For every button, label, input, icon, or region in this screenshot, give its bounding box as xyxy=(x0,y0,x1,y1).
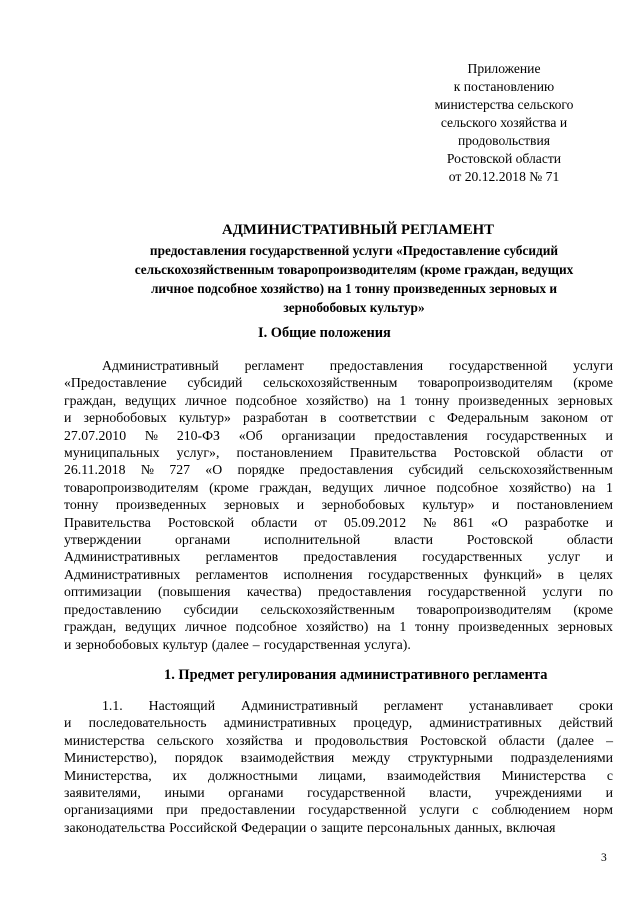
paragraph-line: 1.1. Настоящий Административный регламент устанавливает сроки xyxy=(102,698,613,713)
paragraph-line: граждан, ведущих личное подсобное хозяйство) на 1 тонну произведенных зерновых xyxy=(64,619,613,635)
paragraph-line: заявителями, иными органами государственной власти, учреждениями и xyxy=(64,785,613,801)
header-line: сельского хозяйства и xyxy=(440,115,568,130)
paragraph-line: и зернобобовых культур (далее – государственная услуга). xyxy=(64,636,411,652)
header-line: продовольствия xyxy=(457,133,551,148)
subtitle-line: сельскохозяйственным товаропроизводителям (кроме граждан, ведущих xyxy=(134,262,574,277)
paragraph-line: 26.11.2018 № 727 «О порядке предоставления субсидий сельскохозяйственным xyxy=(64,462,613,478)
paragraph-subject xyxy=(64,697,613,836)
header-line: Ростовской области xyxy=(446,151,562,166)
paragraph-line: министерства сельского хозяйства и продовольствия Ростовской области (далее – xyxy=(64,732,613,748)
paragraph-line: граждан, ведущих личное подсобное хозяйство) на 1 тонну произведенных зерновых xyxy=(64,392,613,408)
subtitle-line: зернобобовых культур» xyxy=(283,300,425,315)
paragraph-line: тонну произведенных зерновых и зернобобовых культур» и постановлением xyxy=(64,497,613,513)
paragraph-line: муниципальных услуг», постановлением Правительства Ростовской области от xyxy=(64,445,613,461)
paragraph-line: Административный регламент предоставления государственной услуги xyxy=(102,358,613,373)
header-line: от 20.12.2018 № 71 xyxy=(448,169,560,184)
paragraph-line: 27.07.2010 № 210-ФЗ «Об организации предоставления государственных и xyxy=(64,427,613,443)
header-line: к постановлению xyxy=(453,79,555,94)
paragraph-line: Министерство), порядок взаимодействия между структурными подразделениями xyxy=(64,750,613,766)
paragraph-line: «Предоставление субсидий сельскохозяйственным товаропроизводителям (кроме xyxy=(64,375,613,391)
paragraph-line: организациями при предоставлении государственной услуги с соблюдением норм xyxy=(64,802,613,818)
document-subtitle xyxy=(70,241,638,317)
section-heading-subject: 1. Предмет регулирования административного регламента xyxy=(164,667,548,683)
paragraph-line: оптимизации (повышения качества) предоставления государственной услуги по xyxy=(64,584,613,600)
paragraph-line: утверждении органами исполнительной власти Ростовской области xyxy=(64,532,613,548)
subtitle-line: личное подсобное хозяйство) на 1 тонну произведенных зерновых и xyxy=(150,281,558,296)
approval-header xyxy=(388,60,620,186)
header-line: Приложение xyxy=(467,61,541,76)
subtitle-line: предоставления государственной услуги «Предоставление субсидий xyxy=(149,243,559,258)
paragraph-line: Административных регламентов исполнения государственных функций» в целях xyxy=(64,566,613,582)
paragraph-line: товаропроизводителям (кроме граждан, ведущих личное подсобное хозяйство) на 1 xyxy=(64,479,613,495)
paragraph-line: Министерства, их должностными лицами, взаимодействия Министерства с xyxy=(64,767,613,783)
paragraph-line: и последовательность административных процедур, административных действий xyxy=(64,715,613,731)
paragraph-general xyxy=(64,357,613,653)
paragraph-line: и зернобобовых культур» разработан в соответствии с Федеральным законом от xyxy=(64,410,613,426)
section-heading-general: I. Общие положения xyxy=(258,325,391,341)
paragraph-line: Административных регламентов предоставления государственных услуг и xyxy=(64,549,613,565)
page-number: 3 xyxy=(601,852,607,864)
header-line: министерства сельского xyxy=(434,97,574,112)
paragraph-line: Правительства Ростовской области от 05.09.2012 № 861 «О разработке и xyxy=(64,514,613,530)
document-title: АДМИНИСТРАТИВНЫЙ РЕГЛАМЕНТ xyxy=(222,222,494,238)
paragraph-line: предоставлению субсидии сельскохозяйственным товаропроизводителям (кроме xyxy=(64,601,613,617)
paragraph-line: законодательства Российской Федерации о защите персональных данных, включая xyxy=(64,819,556,835)
